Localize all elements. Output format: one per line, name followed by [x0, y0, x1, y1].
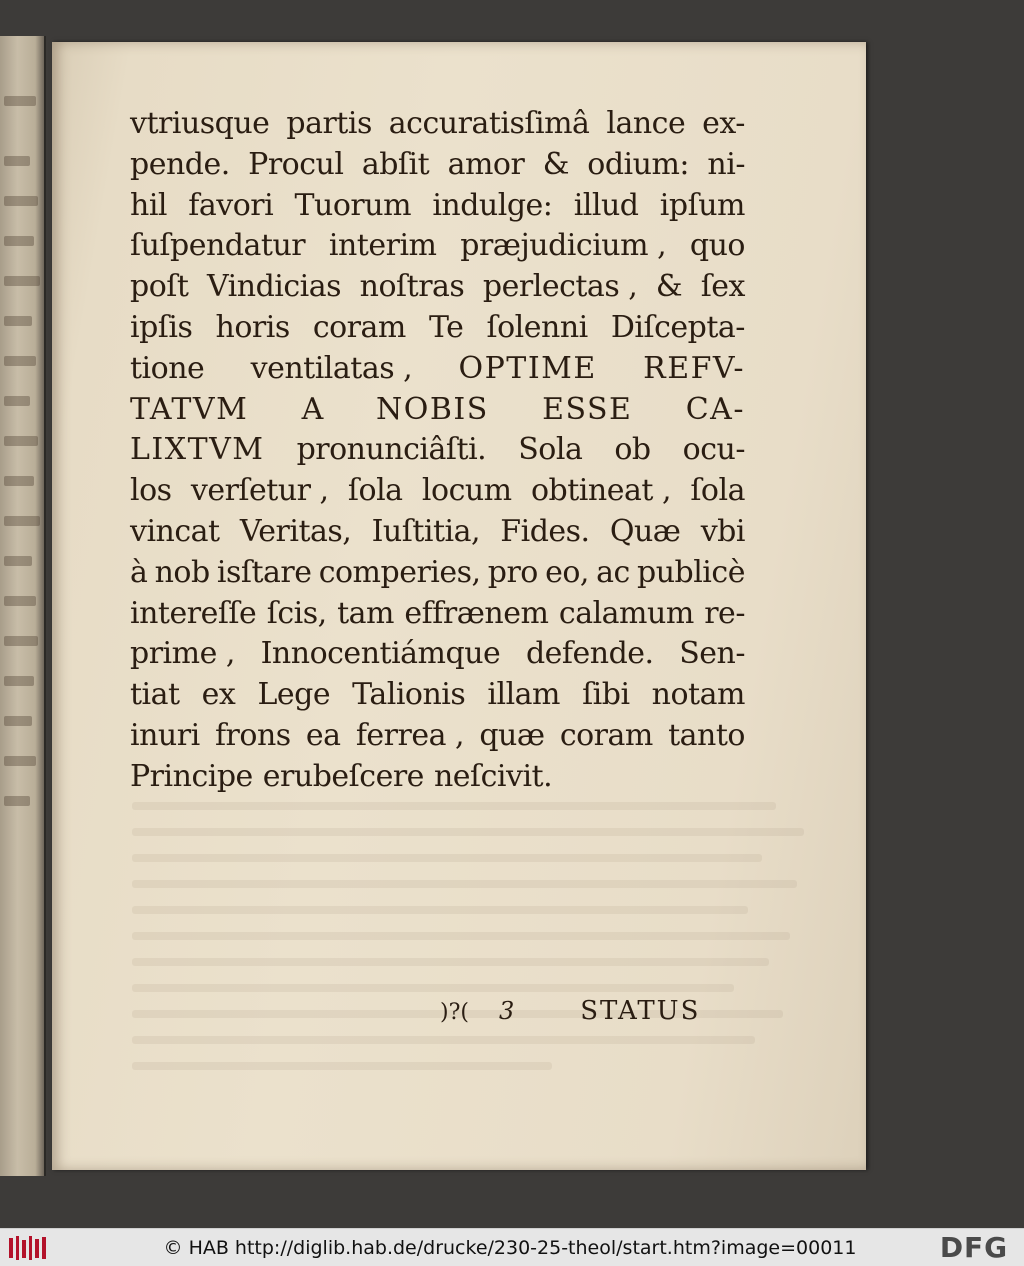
text-line — [130, 757, 745, 798]
text-line — [130, 675, 745, 716]
word: intereſſe — [130, 595, 257, 631]
word: CA- — [685, 391, 745, 427]
word: los — [130, 473, 172, 509]
word: nob — [154, 554, 210, 590]
text-line — [130, 349, 745, 390]
word: frons — [214, 717, 291, 753]
word: accuratisſimâ — [388, 106, 590, 141]
word: ventilatas , — [250, 350, 413, 386]
word: à — [130, 554, 148, 590]
word: ſolenni — [486, 309, 588, 345]
signature-number: 3 — [498, 997, 515, 1025]
text-line — [130, 267, 745, 308]
word: horis — [215, 309, 290, 345]
catchword: STATUS — [580, 996, 701, 1026]
text-line — [130, 308, 745, 349]
word: odium: — [587, 146, 690, 182]
word: Principe — [130, 758, 253, 794]
word: tione — [130, 350, 205, 386]
word: Fides. — [500, 513, 590, 549]
text-line — [130, 104, 745, 145]
word: LIXTVM — [130, 432, 265, 468]
word: hil — [130, 187, 168, 223]
word: interim — [328, 228, 437, 264]
word: Quæ — [609, 513, 681, 549]
word: defende. — [525, 636, 654, 672]
word: ea — [305, 717, 341, 753]
word: illam — [487, 677, 560, 713]
hab-logo-icon[interactable] — [0, 1229, 56, 1266]
word: vincat — [130, 513, 220, 549]
word: effrænem — [404, 595, 549, 631]
word: ſcis, — [266, 595, 327, 631]
word: publicè — [636, 554, 745, 590]
word: indulge: — [432, 187, 553, 223]
word: quæ — [479, 717, 545, 753]
word: Tuorum — [294, 187, 412, 223]
word: ex — [201, 677, 236, 713]
word: inuri — [130, 717, 200, 753]
word: calamum — [558, 595, 694, 631]
word: tam — [337, 595, 394, 631]
word: Sola — [518, 432, 583, 468]
word: tanto — [668, 717, 745, 753]
word: ſibi — [582, 677, 630, 713]
word: ESSE — [542, 391, 633, 427]
text-line — [130, 430, 745, 471]
word: coram — [559, 717, 653, 753]
footer-bar — [0, 1228, 1024, 1266]
word: ex- — [702, 106, 745, 141]
word: ocu- — [682, 432, 745, 468]
show-through-texture — [132, 802, 832, 1132]
word: Lege — [257, 677, 331, 713]
word: pende. — [130, 146, 230, 182]
word: erubeſcere — [262, 758, 424, 794]
text-line — [130, 594, 745, 635]
text-line — [130, 186, 745, 227]
word: ſuſpendatur — [130, 228, 306, 264]
word: TATVM — [130, 391, 249, 427]
signature-mark: )?( — [440, 1000, 469, 1025]
word: re- — [704, 595, 745, 631]
word: neſcivit. — [433, 758, 553, 794]
word: noſtras — [359, 269, 465, 305]
word: illud — [573, 187, 639, 223]
word: notam — [651, 677, 745, 713]
word: quo — [689, 228, 745, 264]
word: isſtare — [216, 554, 312, 590]
word: prime , — [130, 636, 235, 672]
word: pronunciâſti. — [296, 432, 487, 468]
previous-page-edge — [0, 36, 46, 1176]
text-line — [130, 471, 745, 512]
word: lance — [606, 106, 686, 141]
text-line — [130, 512, 745, 553]
word: Procul — [248, 146, 344, 182]
word: OPTIME — [458, 350, 597, 386]
word: Sen- — [679, 636, 745, 672]
word: abſit — [361, 146, 430, 182]
word: Diſcepta- — [610, 309, 745, 345]
word: tiat — [130, 677, 180, 713]
text-line — [130, 390, 745, 431]
word: ferrea , — [355, 717, 465, 753]
word: ſola — [347, 473, 403, 509]
word: Iuſtitia, — [371, 513, 481, 549]
word: vtriusque — [130, 106, 270, 141]
word: poſt — [130, 269, 189, 305]
text-line — [130, 553, 745, 594]
dfg-logo[interactable]: DFG — [939, 1231, 1009, 1264]
word: favori — [188, 187, 274, 223]
word: Veritas, — [239, 513, 352, 549]
text-line — [130, 634, 745, 675]
page-text — [130, 104, 745, 798]
word: ipſis — [130, 309, 193, 345]
word: ac — [596, 554, 630, 590]
word: vbi — [700, 513, 745, 549]
word: ni- — [707, 146, 745, 182]
word: A — [301, 391, 323, 427]
word: obtineat , — [530, 473, 671, 509]
word: Innocentiámque — [260, 636, 501, 672]
word: ob — [614, 432, 651, 468]
word: & — [655, 269, 683, 305]
word: locum — [421, 473, 512, 509]
word: REFV- — [643, 350, 745, 386]
text-line — [130, 716, 745, 757]
word: perlectas , — [482, 269, 638, 305]
word: NOBIS — [376, 391, 489, 427]
word: comperies, — [318, 554, 481, 590]
word: partis — [286, 106, 372, 141]
word: ſola — [690, 473, 745, 509]
word: pro — [487, 554, 538, 590]
word: eo, — [545, 554, 589, 590]
word: ipſum — [659, 187, 745, 223]
catchword-line — [440, 996, 740, 1026]
word: Te — [428, 309, 464, 345]
word: coram — [312, 309, 406, 345]
text-line — [130, 145, 745, 186]
copyright-url[interactable]: © HAB http://diglib.hab.de/drucke/230-25-theol/start.htm?image=00011 — [163, 1236, 857, 1259]
word: ſex — [700, 269, 745, 305]
word: Vindicias — [207, 269, 342, 305]
word: præjudicium , — [460, 228, 667, 264]
word: verſetur , — [190, 473, 329, 509]
word: amor — [447, 146, 525, 182]
text-line — [130, 226, 745, 267]
word: & — [542, 146, 569, 182]
word: Talionis — [352, 677, 466, 713]
